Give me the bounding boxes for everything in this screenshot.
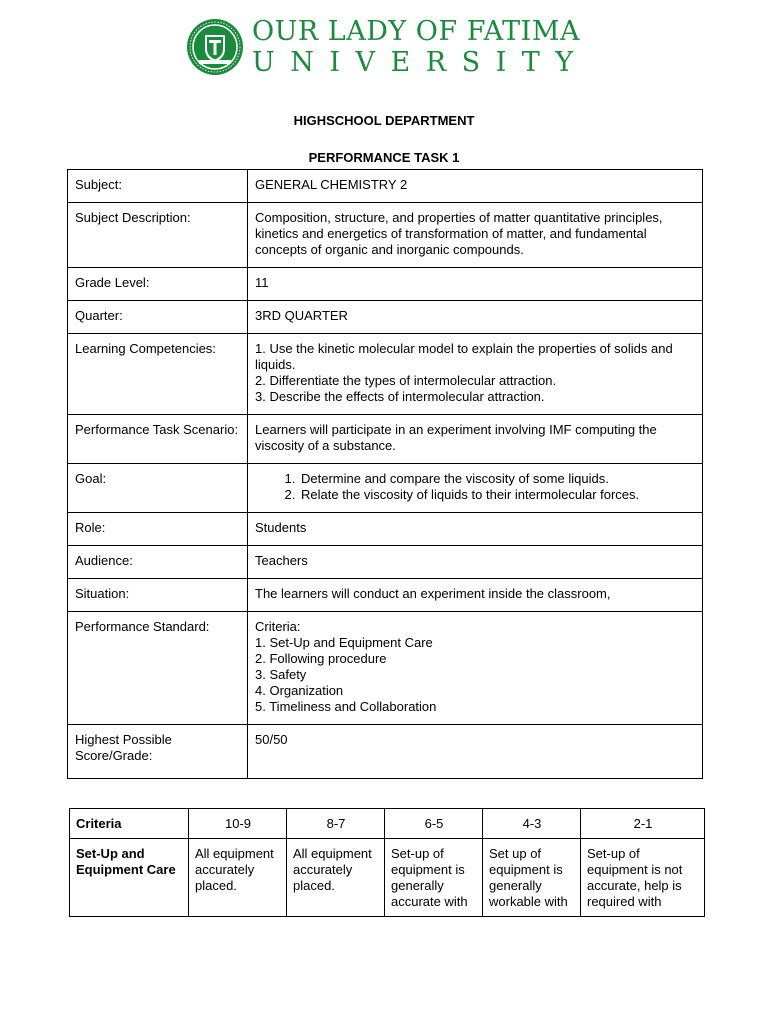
rubric-cell [483,839,581,917]
task-info-table [67,169,703,779]
rubric-header-row [70,809,705,839]
score-label: Highest Possible Score/Grade: [68,725,248,779]
subject-value: GENERAL CHEMISTRY 2 [248,170,703,203]
competency-item: 2. Differentiate the types of intermolecular attraction. [255,373,557,388]
description-value: Composition, structure, and properties of matter quantitative principles, kinetics and energetics of transformation of matter, and fundamental concepts of organic and inorganic compounds. [248,203,703,268]
goal-label: Goal: [68,464,248,513]
row-scenario [68,415,703,464]
rubric-header-score: 2-1 [581,809,705,839]
rubric-cell-text: Set-up of equipment is not accurate, help is required with [587,846,683,909]
row-goal [68,464,703,513]
rubric-table [69,808,705,917]
task-title: PERFORMANCE TASK 1 [308,150,460,165]
rubric-cell [287,839,385,917]
row-quarter [68,301,703,334]
row-situation [68,579,703,612]
rubric-header-score: 6-5 [385,809,483,839]
score-value: 50/50 [248,725,703,779]
audience-label: Audience: [68,546,248,579]
competency-item: 1. Use the kinetic molecular model to explain the properties of solids and liquids. [255,341,673,372]
grade-label: Grade Level: [68,268,248,301]
university-name-line1: OUR LADY OF FATIMA [252,16,580,47]
criteria-item: 2. Following procedure [255,651,387,666]
row-subject [68,170,703,203]
department-title: HIGHSCHOOL DEPARTMENT [293,113,475,128]
subject-label: Subject: [68,170,248,203]
row-grade [68,268,703,301]
standard-label: Performance Standard: [68,612,248,725]
rubric-header-criteria: Criteria [70,809,189,839]
criteria-item: 3. Safety [255,667,307,682]
situation-label: Situation: [68,579,248,612]
goal-item: 1. Determine and compare the viscosity of some liquids. [299,471,696,487]
rubric-header-score: 8-7 [287,809,385,839]
rubric-cell [189,839,287,917]
role-value: Students [248,513,703,546]
rubric-header-score: 10-9 [189,809,287,839]
quarter-value: 3RD QUARTER [248,301,703,334]
criteria-item: 1. Set-Up and Equipment Care [255,635,433,650]
role-label: Role: [68,513,248,546]
row-score [68,725,703,779]
criteria-heading: Criteria: [255,619,301,634]
scenario-value: Learners will participate in an experiment involving IMF computing the viscosity of a substance. [248,415,703,464]
rubric-header-score: 4-3 [483,809,581,839]
competency-item: 3. Describe the effects of intermolecular attraction. [255,389,545,404]
rubric-cell [581,839,705,917]
standard-value [248,612,703,725]
rubric-cell-text: Set up of equipment is generally workable with [489,846,568,909]
row-competencies [68,334,703,415]
competencies-label: Learning Competencies: [68,334,248,415]
row-audience [68,546,703,579]
rubric-cell-text: All equipment accurately placed. [195,846,274,893]
quarter-label: Quarter: [68,301,248,334]
rubric-criterion-text: Set-Up and Equipment Care [76,846,176,877]
criteria-item: 4. Organization [255,683,344,698]
university-header [186,14,589,80]
goal-list [255,471,696,503]
competencies-value [248,334,703,415]
description-label: Subject Description: [68,203,248,268]
university-name [252,16,589,78]
rubric-cell-text: Set-up of equipment is generally accurate with [391,846,468,909]
grade-value: 11 [248,268,703,301]
row-role [68,513,703,546]
situation-value: The learners will conduct an experiment inside the classroom, [248,579,703,612]
scenario-label: Performance Task Scenario: [68,415,248,464]
rubric-cell [385,839,483,917]
goal-value [248,464,703,513]
university-name-line2: UNIVERSITY [252,47,589,78]
audience-value: Teachers [248,546,703,579]
row-standard [68,612,703,725]
row-description [68,203,703,268]
university-seal-icon [186,18,244,76]
goal-item: 2. Relate the viscosity of liquids to their intermolecular forces. [299,487,696,503]
criteria-item: 5. Timeliness and Collaboration [255,699,437,714]
rubric-cell-text: All equipment accurately placed. [293,846,372,893]
rubric-criterion [70,839,189,917]
rubric-row-setup [70,839,705,917]
